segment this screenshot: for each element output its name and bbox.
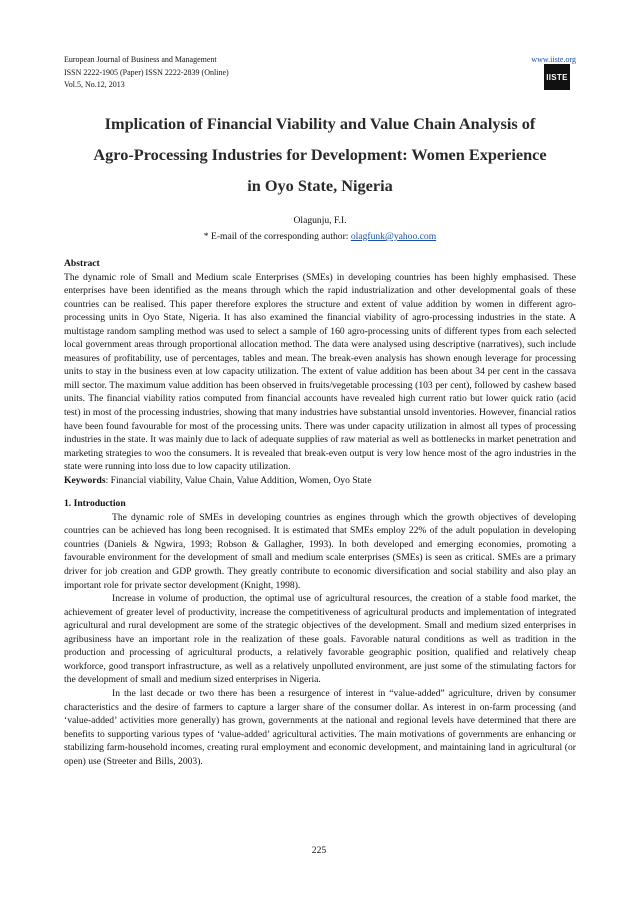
- title-line-1: Implication of Financial Viability and Value Chain Analysis of: [104, 114, 536, 133]
- page-number: 225: [311, 845, 327, 856]
- introduction-paragraph-3: In the last decade or two there has been a resurgence of interest in “value-added” agriculture, driven by consumer characteristics and the desire of farmers to capture a larger share of the consumer dollar. As interest in on-farm processing (and ‘value-added’ activities more generally) has grown, governments at the national and regional levels have determined that there are benefits to supporting various types of ‘value-added’ agricultural activities. The main motivations of governments are enhancing or stabilizing farm-household incomes, creating rural employment and economic development, and maintaining land in agricultural (or open) use (Streeter and Bills, 2003).: [64, 687, 576, 767]
- keywords-line: [64, 474, 576, 488]
- title-line-3: in Oyo State, Nigeria: [247, 176, 393, 195]
- introduction-paragraph-1: The dynamic role of SMEs in developing countries as engines through which the growth objectives of developing countries can be achieved has long been recognised. It is estimated that SMEs employ 22% of the adult population in developing countries (Daniels & Ngwira, 1993; Robson & Gallagher, 1993). In both developed and emerging economies, promoting a favourable environment for the development of small and medium scale enterprises (SMEs) is seen as critical. SMEs are a primary driver for job creation and GDP growth. They greatly contribute to economic diversification and social stability and also play an important role for private sector development (Knight, 1998).: [64, 511, 576, 591]
- journal-issn: ISSN 2222-1905 (Paper) ISSN 2222-2839 (Online): [64, 67, 229, 77]
- paper-body: [64, 257, 576, 768]
- abstract-text: The dynamic role of Small and Medium scale Enterprises (SMEs) in developing countries has been highly emphasised. These enterprises have been identified as the means through which the rapid industrialization and other developmental goals of these countries can be realised. This paper therefore explores the structure and extent of value addition by women in different agro-processing units in Oyo State, Nigeria. It has also examined the financial viability of agro-processing industries in the state. A multistage random sampling method was used to select a sample of 160 agro-processing units of different types from each selected local government areas through proportional allocation method. The data were analysed using descriptive (narratives), such include measures of profitability, use of percentages, tables and mean. The break-even analysis has shown enough leverage for processing units to stay in the business even at low capacity utilization. The extent of value addition has been about 34 per cent in the cassava mill sector. The maximum value addition has been observed in fruits/vegetable processing (103 per cent), followed by cashew based units. The financial viability ratios computed from financial accounts have revealed high current ratio but lower quick ratio (acid test) in most of the processing industries, showing that many industries have substantial unsold inventories. However, financial ratios have been found favourable for most of the processing units. There was under capacity utilization in almost all types of processing industries in the state. It was mainly due to lack of adequate supplies of raw material as well as bottlenecks in market penetration and marketing strategies to woo the consumers. It is revealed that break-even output is very low hence most of the agro industries in the state were running into loss due to low capacity utilization.: [64, 271, 576, 473]
- keywords-label: Keywords: [64, 474, 106, 486]
- abstract-heading: Abstract: [64, 258, 100, 269]
- iiste-logo-mark: IISTE: [544, 64, 570, 90]
- title-line-2: Agro-Processing Industries for Development: Women Experience: [93, 145, 547, 164]
- journal-volume: Vol.5, No.12, 2013: [64, 80, 125, 89]
- introduction-paragraph-2: Increase in volume of production, the optimal use of agricultural resources, the creation of a stable food market, the achievement of greater level of productivity, increase the competitiveness of agricultural products and implementation of integrated agricultural and rural development are some of the strategic objectives of the development. Small and medium sized enterprises in agribusiness have an important role in the realization of these goals. Favorable natural conditions as well as tradition in the production and processing of agricultural products, a relatively favorable geographic position, qualified and relatively cheap workforce, good transport infrastructure, as well as a relatively unpolluted environment, are just some of the stimulating factors for the development of small and medium sized enterprises in Nigeria.: [64, 593, 576, 686]
- journal-url[interactable]: www.iiste.org: [531, 55, 576, 64]
- introduction-heading: 1. Introduction: [64, 498, 126, 510]
- author-name: Olagunju, F.I.: [293, 215, 347, 226]
- journal-header: [64, 54, 576, 92]
- journal-name: European Journal of Business and Management: [64, 55, 217, 64]
- iiste-logo: [544, 64, 570, 90]
- author-email-link[interactable]: olagfunk@yahoo.com: [350, 231, 437, 242]
- paper-title: [60, 108, 580, 201]
- author-email-line: [60, 230, 580, 244]
- keywords-text: : Financial viability, Value Chain, Value Addition, Women, Oyo State: [105, 474, 372, 486]
- email-prefix: * E-mail of the corresponding author:: [203, 231, 351, 242]
